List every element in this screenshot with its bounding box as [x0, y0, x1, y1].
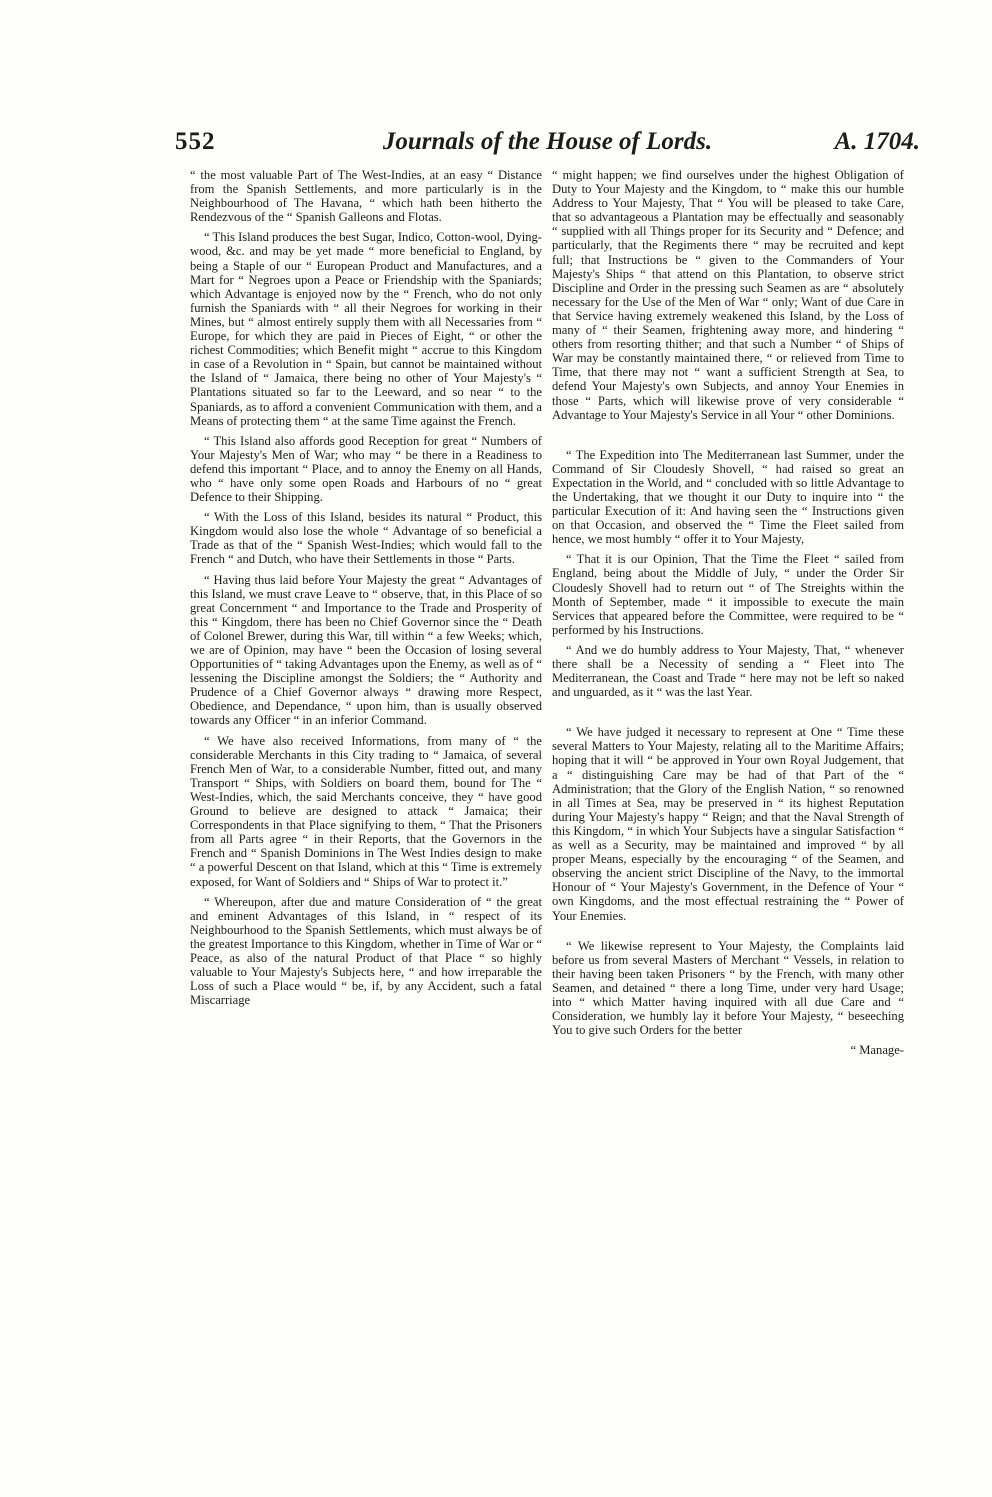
paragraph: “ Whereupon, after due and mature Consideration of “ the great and eminent Advantages of this Island, in “ respect of its Neighbourhood to the Spanish Settlements, which must always be of the greatest Importance to this Kingdom, whether in Time of War or “ Peace, as also of the natural Product of that Place “ so highly valuable to Your Majesty's Subjects here, “ and how irreparable the Loss of such a Place would “ be, if, by any Accident, such a fatal Miscarriage — [190, 894, 542, 1008]
text-columns — [190, 168, 925, 1228]
year-heading: A. 1704. — [834, 128, 920, 155]
left-column — [190, 168, 542, 1013]
paragraph: “ the most valuable Part of The West-Indies, at an easy “ Distance from the Spanish Settlements, and more particularly is in the Neighbourhood of The Havana, “ which hath been hitherto the Rendezvous of the “ Spanish Galleons and Flotas. — [190, 168, 542, 225]
paragraph: “ The Expedition into The Mediterranean last Summer, under the Command of Sir Cloudesly Shovell, “ had raised so great an Expectation in the World, and “ concluded with so little Advantage to the Undertaking, that we thought it our Duty to inquire into “ the particular Execution of it: And having seen the “ Instructions given on that Occasion, and observed the “ Time the Fleet sailed from hence, we most humbly “ offer it to Your Majesty, — [552, 447, 904, 547]
paragraph: “ With the Loss of this Island, besides its natural “ Product, this Kingdom would also lose the whole “ Advantage of so beneficial a Trade as that of the “ Spanish West-Indies; which would fall to the French “ and Dutch, who have their Settlements in those “ Parts. — [190, 510, 542, 567]
page-header — [175, 128, 920, 162]
right-column — [552, 168, 904, 1063]
paragraph: “ And we do humbly address to Your Majesty, That, “ whenever there shall be a Necessity of sending a “ Fleet into The Mediterranean, the Coast and Trade “ here may not be left so naked and unguarded, as it “ was the last Year. — [552, 642, 904, 700]
running-title: Journals of the House of Lords. — [382, 128, 713, 155]
paragraph: “ Having thus laid before Your Majesty the great “ Advantages of this Island, we must crave Leave to “ observe, that, in this Place of so great Concernment “ and Importance to the Trade and Prosperity of this “ Kingdom, there has been no Chief Governor since the “ Death of Colonel Brewer, during this War, till within “ a few Weeks; which, we are of Opinion, may have “ been the Occasion of losing several Opportunities of “ taking Advantages upon the Enemy, as well as of “ lessening the Discipline amongst the Soldiers; the “ Authority and Prudence of a Chief Governor always “ drawing more Respect, Obedience, and Dependance, “ upon him, than is usually observed towards any Officer “ in an inferior Command. — [190, 572, 542, 728]
page-number: 552 — [175, 128, 216, 155]
paragraph: “ This Island also affords good Reception for great “ Numbers of Your Majesty's Men of War; who may “ be there in a Readiness to defend this important “ Place, and to annoy the Enemy on all Hands, who “ have only some open Roads and Harbours of no “ great Defence to their Shipping. — [190, 433, 542, 505]
paragraph: “ might happen; we find ourselves under the highest Obligation of Duty to Your Majesty and the Kingdom, to “ make this our humble Address to Your Majesty, That “ You will be pleased to take Care, that so advantageous a Plantation may be effectually and seasonably “ supplied with all Things proper for its Security and “ Defence; and particularly, that the Regiments there “ may be recruited and kept full; that Instructions be “ given to the Commanders of Your Majesty's Ships “ that attend on this Plantation, to observe strict Discipline and Order in the pressing such Seamen as are “ absolutely necessary for the Use of the Men of War “ only; Want of due Care in that Service having extremely weakened this Island, by the Loss of many of “ their Seamen, frightening away more, and hindering “ others from resorting thither; and that such a Number “ of Ships of War may be constantly maintained there, “ or relieved from Time to Time, that there may not “ want a sufficient Strength at Sea, to defend Your Majesty's own Subjects, and annoy Your Enemies in those “ Parts, which will likewise prove of very considerable “ Advantage to Your Majesty's Service in all Your “ other Dominions. — [552, 168, 904, 422]
paragraph-gap — [552, 929, 904, 939]
paragraph: “ This Island produces the best Sugar, Indico, Cotton-wool, Dying-wood, &c. and may be yet made “ more beneficial to England, by being a Staple of our “ European Product and Manufactures, and a Mart for “ Negroes upon a Peace or Friendship with the Spaniards; which Advantage is enjoyed now by the “ French, who do not only furnish the Spaniards with “ all their Negroes for working in their Mines, but “ almost entirely supply them with all Necessaries from “ Europe, for which they are paid in Pieces of Eight, “ or other the richest Commodities; which Benefit might “ accrue to this Kingdom in case of a Revolution in “ Spain, but cannot be maintained without the Island of “ Jamaica, there being no other of Your Majesty's “ Plantations situated so far to the Leeward, and so near “ to the Spaniards, as to afford a convenient Communication with them, and a Means of protecting them “ at the same Time against the French. — [190, 230, 542, 428]
paragraph: “ That it is our Opinion, That the Time the Fleet “ sailed from England, being about the Middle of July, “ under the Order Sir Cloudesly Shovell had to return out “ of The Streights within the Month of September, made “ it impossible to execute the main Services that appeared before the Committee, were required to be “ performed by his Instructions. — [552, 552, 904, 637]
paragraph: “ We have also received Informations, from many of “ the considerable Merchants in this City trading to “ Jamaica, of several French Men of War, to a considerable Number, fitted out, and many Transport “ Ships, with Soldiers on board them, bound for The “ West-Indies, which, the said Merchants conceive, they “ have good Ground to believe are designed to attack “ Jamaica; their Correspondents in that Place signifying to them, “ That the Prisoners from all Parts agree “ in their Reports, that the Governors in the French and “ Spanish Dominions in The West Indies design to make “ a powerful Descent on that Island, which at this “ Time is extremely exposed, for Want of Soldiers and “ Ships of War to protect it.” — [190, 733, 542, 889]
catchword: “ Manage- — [850, 1043, 904, 1058]
paragraph-gap — [552, 428, 904, 448]
paragraph-gap — [552, 705, 904, 725]
paragraph: “ We have judged it necessary to represent at One “ Time these several Matters to Your Majesty, relating all to the Maritime Affairs; hoping that it will “ be approved in Your own Royal Judgement, that a “ distinguishing Care may be had of that Part of the “ Administration; that the Glory of the English Nation, “ so renowned in all Times at Sea, may be preserved in “ its highest Reputation during Your Majesty's happy “ Reign; and that the Naval Strength of this Kingdom, “ in which Your Subjects have a singular Satisfaction “ as well as a Security, may be maintained and improved “ by all proper Means, especially by the encouraging “ of the Seamen, and observing the ancient strict Discipline of the Navy, to the immortal Honour of “ Your Majesty's Government, in the Defence of Your “ own Kingdoms, and the most effectual restraining the “ Power of Your Enemies. — [552, 725, 904, 923]
paragraph: “ We likewise represent to Your Majesty, the Complaints laid before us from several Masters of Merchant “ Vessels, in relation to their having been taken Prisoners “ by the French, with many other Seamen, and detained “ there a long Time, under very hard Usage; into “ which Matter having inquired with all due Care and “ Consideration, we humbly lay it before Your Majesty, “ beseeching You to give such Orders for the better — [552, 938, 904, 1038]
